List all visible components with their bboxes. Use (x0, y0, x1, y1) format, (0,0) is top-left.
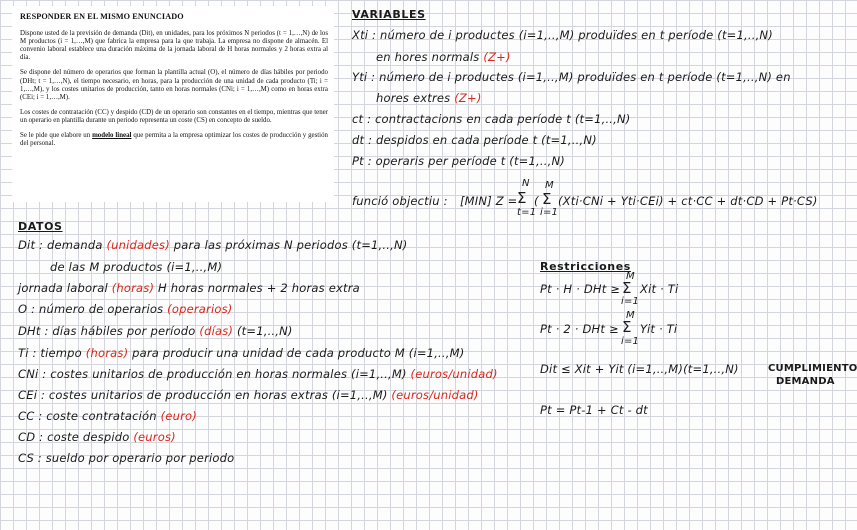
datos-line-2: de las M productos (i=1,..,M) (50, 260, 223, 274)
variable-y-line1: Yti : número de i productes (i=1,..,M) produïdes en t període (t=1,..,N) en (352, 70, 791, 84)
variable-x-line2: en hores normals (Z+) (376, 50, 511, 64)
restriction-2-lhs: Pt · 2 · DHt ≥ (540, 322, 619, 336)
datos-line-1: Dit : demanda (unidades) para las próximas N periodos (t=1,..,N) (18, 238, 408, 252)
variable-d-line: dt : despidos en cada període t (t=1,..,N) (352, 133, 597, 147)
datos-title: DATOS (18, 220, 63, 233)
datos-line-9: CC : coste contratación (euro) (18, 409, 197, 423)
datos-line-7: CNi : costes unitarios de producción en horas normales (i=1,..,M) (euros/unidad) (18, 367, 498, 381)
objective-label: funció objectiu : (352, 194, 448, 208)
datos-line-3: jornada laboral (horas) H horas normales + 2 horas extra (18, 281, 360, 295)
datos-line-10: CD : coste despido (euros) (18, 430, 176, 444)
restriction-1-rhs: Xit · Ti (640, 282, 679, 296)
objective-sum-outer-top: N (522, 178, 530, 189)
statement-heading: RESPONDER EN EL MISMO ENUNCIADO (20, 12, 184, 21)
statement-paragraph-3: Los costes de contratación (CC) y despido (CD) de un operario son constantes en el tiempo, mientras que tener un operario en plantilla durante un periodo representa un coste (CS) en concepto de sueldo. (20, 108, 328, 124)
objective-sigma-inner: Σ (542, 190, 552, 208)
datos-line-6: Ti : tiempo (horas) para producir una unidad de cada producto M (i=1,..,M) (18, 346, 465, 360)
restricciones-title: Restricciones (540, 260, 631, 273)
variables-title: VARIABLES (352, 8, 426, 21)
objective-body: (Xti·CNi + Yti·CEi) + ct·CC + dt·CD + Pt·CS) (558, 194, 818, 208)
datos-line-11: CS : sueldo por operario por periodo (18, 451, 235, 465)
statement-paragraph-4: Se le pide que elabore un modelo lineal que permita a la empresa optimizar los costes de producción y gestión del personal. (20, 132, 328, 148)
objective-sum-inner-top: M (545, 180, 554, 191)
variable-y-tag: (Z+) (454, 91, 482, 105)
variable-y-line2: hores extres (Z+) (376, 91, 482, 105)
objective-paren: ( (534, 194, 539, 208)
datos-line-5: DHt : días hábiles por período (días) (t=1,..,N) (18, 324, 293, 338)
problem-statement (12, 6, 334, 202)
variable-x-tag: (Z+) (483, 50, 511, 64)
restriction-2-sigma: Σ (622, 318, 632, 336)
restriction-1-sum-bottom: i=1 (621, 296, 640, 307)
variable-p-line: Pt : operaris per període t (t=1,..,N) (352, 154, 565, 168)
restriction-2-sum-bottom: i=1 (621, 336, 640, 347)
restriction-3-note-2: DEMANDA (776, 376, 835, 387)
restriction-3-note-1: CUMPLIMIENTO (768, 363, 857, 374)
datos-line-4: O : número de operarios (operarios) (18, 302, 233, 316)
restriction-1-lhs: Pt · H · DHt ≥ (540, 282, 621, 296)
variable-x-line1: Xti : número de i productes (i=1,..,M) produïdes en t període (t=1,..,N) (352, 28, 773, 42)
objective-lhs: [MIN] Z = (460, 194, 518, 208)
datos-line-8: CEi : costes unitarios de producción en horas extras (i=1,..,M) (euros/unidad) (18, 388, 479, 402)
objective-sum-outer-bottom: t=1 (517, 207, 537, 218)
statement-paragraph-2: Se dispone del número de operarios que forman la plantilla actual (O), el número de días hábiles por periodo (DHt; t = 1,…,N), el tiempo necesario, en horas, para la producción de una unidad de cada producto (Ti; i = 1,…,M), y los costes unitarios de producción, tanto en horas normales (CNi; i = 1,…,M) como en horas extra (CEi; i = 1,…,M). (20, 69, 328, 101)
restriction-1-sigma: Σ (622, 279, 632, 297)
restriction-1-sum-top: M (626, 271, 635, 282)
restriction-2-sum-top: M (626, 310, 635, 321)
objective-sum-inner-bottom: i=1 (540, 207, 559, 218)
restriction-4: Pt = Pt-1 + Ct - dt (540, 403, 648, 417)
variable-c-line: ct : contractacions en cada període t (t=1,..,N) (352, 112, 631, 126)
statement-paragraph-1: Dispone usted de la previsión de demanda (Dit), en unidades, para los próximos N periodos (t = 1,…,N) de los M productos (i = 1,…,M) que fabrica la empresa para la que trabaja. La empresa no dispone de almacén. El convenio laboral establece una duración máxima de la jornada laboral de H horas normales y 2 horas extra al día. (20, 30, 328, 62)
objective-sigma-outer: Σ (517, 189, 527, 207)
restriction-2-rhs: Yit · Ti (640, 322, 678, 336)
restriction-3: Dit ≤ Xit + Yit (i=1,..,M)(t=1,..,N) (540, 362, 739, 376)
